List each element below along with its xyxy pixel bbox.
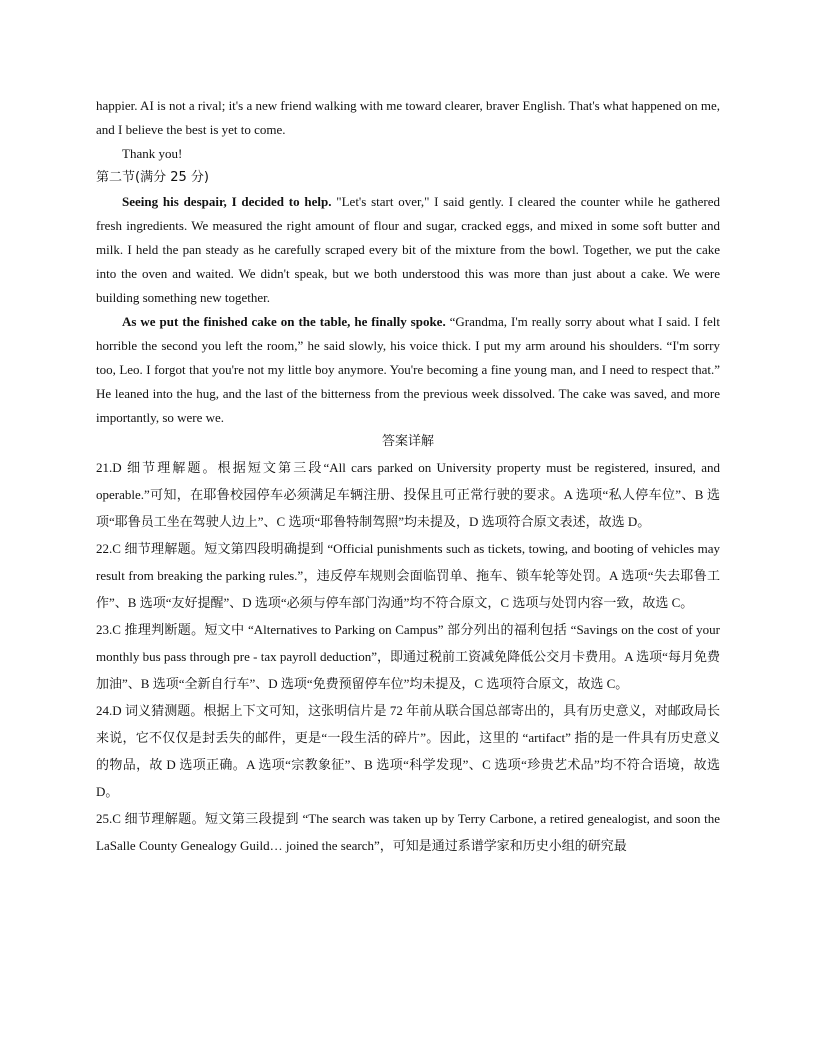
section2-heading: 第二节(满分 25 分) — [96, 170, 209, 185]
answer-item-23: 23.C 推理判断题。短文中 “Alternatives to Parking on Campus” 部分列出的福利包括 “Savings on the cost of your monthly bus pass through pre - tax payroll deduction”，即通过税前工资减免降低公交月卡费用。A 选项“每月免费加油”、B 选项“全新自行车”、D 选项“免费预留停车位”均未提及，C 选项符合原文，故选 C。 — [96, 622, 720, 691]
answer-item-22: 22.C 细节理解题。短文第四段明确提到 “Official punishments such as tickets, towing, and booting of vehicles may result from breaking the parking rules.”，违反停车规则会面临罚单、拖车、锁车轮等处罚。A 选项“失去耶鲁工作”、B 选项“友好提醒”、D 选项“必须与停车部门沟通”均不符合原文，C 选项与处罚内容一致，故选 C。 — [96, 541, 720, 610]
paragraph-1-lead-sentence: Seeing his despair, I decided to help. — [122, 194, 332, 209]
document-page — [96, 94, 720, 859]
paragraph-2-lead-sentence: As we put the finished cake on the table, he finally spoke. — [122, 314, 446, 329]
continuation-paragraph-2 — [96, 310, 720, 430]
answers-heading: 答案详解 — [381, 434, 434, 449]
thank-you-line: Thank you! — [122, 146, 183, 161]
essay-closing-paragraph: happier. AI is not a rival; it's a new friend walking with me toward clearer, braver English. That's what happened on me, and I believe the best is yet to come. — [96, 98, 720, 137]
answer-item-21: 21.D 细节理解题。根据短文第三段“All cars parked on University property must be registered, insured, and operable.”可知，在耶鲁校园停车必须满足车辆注册、投保且可正常行驶的要求。A 选项“私人停车位”、B 选项“耶鲁员工坐在驾驶人边上”、C 选项“耶鲁特制驾照”均未提及，D 选项符合原文表述，故选 D。 — [96, 460, 720, 529]
paragraph-1-body: "Let's start over," I said gently. I cleared the counter while he gathered fresh ingredients. We measured the right amount of flour and sugar, cracked eggs, and mixed in some soft butter and milk. I held the pan steady as he carefully scraped every bit of the mixture from the bowl. Together, we put the cake into the oven and waited. We didn't speak, but we both understood this was more than just about a cake. We were building something new together. — [96, 194, 720, 305]
answer-item-24: 24.D 词义猜测题。根据上下文可知，这张明信片是 72 年前从联合国总部寄出的，具有历史意义，对邮政局长来说，它不仅仅是封丢失的邮件，更是“一段生活的碎片”。因此，这里的 “artifact” 指的是一件具有历史意义的物品，故 D 选项正确。A 选项“宗教象征”、B 选项“科学发现”、C 选项“珍贵艺术品”均不符合语境，故选 D。 — [96, 703, 720, 799]
continuation-paragraph-1 — [96, 190, 720, 310]
paragraph-2-body: “Grandma, I'm really sorry about what I said. I felt horrible the second you left the room,” he said slowly, his voice thick. I put my arm around his shoulders. “I'm sorry too, Leo. I forgot that you're not my little boy anymore. You're becoming a fine young man, and I need to respect that.” He leaned into the hug, and the last of the bitterness from the previous week dissolved. The cake was saved, and more importantly, so were we. — [96, 314, 721, 425]
answer-item-25: 25.C 细节理解题。短文第三段提到 “The search was taken up by Terry Carbone, a retired genealogist, and soon the LaSalle County Genealogy Guild… joined the search”，可知是通过系谱学家和历史小组的研究最 — [96, 811, 720, 853]
